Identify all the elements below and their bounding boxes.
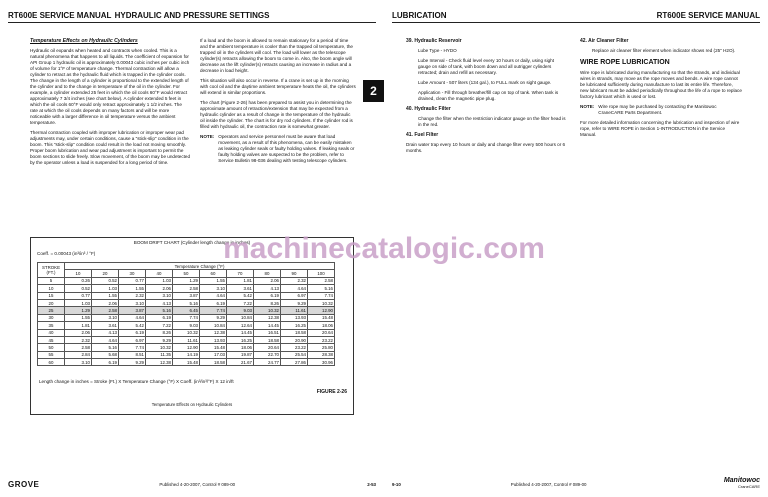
table-row xyxy=(38,285,335,292)
value-cell: 12.64 xyxy=(227,322,254,329)
value-cell: 4.13 xyxy=(146,299,173,306)
value-cell: 6.45 xyxy=(173,307,200,314)
value-cell: 23.22 xyxy=(281,344,308,351)
wire-rope-heading: WIRE ROPE LUBRICATION xyxy=(580,59,670,66)
value-cell: 2.32 xyxy=(281,277,308,284)
value-cell: 1.55 xyxy=(200,277,227,284)
value-cell: 9.29 xyxy=(119,359,146,366)
stroke-cell: 30 xyxy=(38,314,65,321)
value-cell: 6.19 xyxy=(254,292,281,299)
value-cell: 6.97 xyxy=(281,292,308,299)
value-cell: 15.48 xyxy=(308,314,335,321)
table-row xyxy=(38,292,335,299)
item-40-title: 40. Hydraulic Filter xyxy=(406,106,451,112)
temp-col-header: 90 xyxy=(281,270,308,277)
paragraph-3: If a load and the boom is allowed to remain stationary for a period of time and the ambient temperature is cooler than the trapped oil temperature, the trapped oil in the cylinders will cool. The load will lower as the telescope cylinder(s) retracts allowing the boom to come in. Also, the boom angle will decrease as the lift cylinder(s) retracts causing an increase in radius and a decrease in load height. xyxy=(200,38,353,73)
value-cell: 7.74 xyxy=(173,314,200,321)
stroke-cell: 55 xyxy=(38,351,65,358)
value-cell: 3.10 xyxy=(119,299,146,306)
value-cell: 3.10 xyxy=(200,285,227,292)
value-cell: 1.81 xyxy=(65,322,92,329)
stroke-cell: 20 xyxy=(38,299,65,306)
value-cell: 9.29 xyxy=(146,336,173,343)
value-cell: 23.22 xyxy=(308,336,335,343)
value-cell: 5.16 xyxy=(308,285,335,292)
value-cell: 4.64 xyxy=(119,314,146,321)
right-page-number: 9-10 xyxy=(392,481,401,487)
value-cell: 8.51 xyxy=(119,351,146,358)
wire-note-block xyxy=(580,104,742,116)
value-cell: 2.84 xyxy=(65,351,92,358)
value-cell: 4.64 xyxy=(92,336,119,343)
value-cell: 12.38 xyxy=(200,329,227,336)
value-cell: 25.80 xyxy=(308,344,335,351)
value-cell: 5.42 xyxy=(119,322,146,329)
left-column-2 xyxy=(200,38,356,164)
value-cell: 2.06 xyxy=(254,277,281,284)
paragraph-2: Thermal contraction coupled with improper lubrication or improper wear pad adjustments may, under certain conditions, cause a "stick-slip" condition in the boom. This "stick-slip" condition could result in the load not moving smoothly. Proper boom lubrication and wear pad adjustment is important to permit the boom sections to slide freely. Slow movement, of the boom may be undetected by the operator unless a load is suspended for a long period of time. xyxy=(30,130,191,165)
right-page xyxy=(384,0,768,497)
table-row xyxy=(38,336,335,343)
right-footer xyxy=(392,477,760,491)
value-cell: 7.22 xyxy=(227,299,254,306)
value-cell: 12.90 xyxy=(173,344,200,351)
table-row xyxy=(38,299,335,306)
value-cell: 7.74 xyxy=(308,292,335,299)
value-cell: 6.19 xyxy=(146,314,173,321)
right-footer-pub: Published 4-20-2007, Control # 089-00 xyxy=(510,481,587,487)
stroke-cell: 60 xyxy=(38,359,65,366)
wire-note-label: NOTE: xyxy=(580,104,595,109)
temp-col-header: 50 xyxy=(173,270,200,277)
temp-col-header: 20 xyxy=(92,270,119,277)
value-cell: 12.38 xyxy=(146,359,173,366)
value-cell: 5.68 xyxy=(92,351,119,358)
item-42-text: Replace air cleaner filter element when indicator shows red (25" H2O). xyxy=(592,48,736,53)
value-cell: 10.84 xyxy=(200,322,227,329)
figure-caption: Temperature Effects on Hydraulic Cylinders xyxy=(151,402,233,407)
value-cell: 19.87 xyxy=(227,351,254,358)
figure-label: FIGURE 2-26 xyxy=(316,389,347,395)
value-cell: 5.42 xyxy=(227,292,254,299)
value-cell: 2.58 xyxy=(65,344,92,351)
coeff-label: Coeff. = xyxy=(37,251,54,256)
manitowoc-logo-text: Manitowoc xyxy=(723,477,760,484)
value-cell: 10.32 xyxy=(308,299,335,306)
value-cell: 1.03 xyxy=(65,299,92,306)
left-header-section: HYDRAULIC AND PRESSURE SETTINGS xyxy=(114,11,270,20)
value-cell: 11.35 xyxy=(146,351,173,358)
value-cell: 1.29 xyxy=(65,307,92,314)
temp-col-header: 80 xyxy=(254,270,281,277)
value-cell: 2.06 xyxy=(92,299,119,306)
stroke-cell: 15 xyxy=(38,292,65,299)
coeff-value: 0.00043 (in³/in³ / °F) xyxy=(54,251,96,256)
item-39-title: 39. Hydraulic Reservoir xyxy=(406,38,462,44)
value-cell: 3.10 xyxy=(92,314,119,321)
item-41-text: Drain water trap every 10 hours or daily and change filter every 500 hours or 6 months. xyxy=(406,142,566,153)
stroke-header: STROKE (FT.) xyxy=(38,263,65,278)
table-row xyxy=(38,359,335,366)
value-cell: 21.67 xyxy=(227,359,254,366)
value-cell: 1.55 xyxy=(65,314,92,321)
value-cell: 1.55 xyxy=(92,292,119,299)
table-row xyxy=(38,307,335,314)
value-cell: 6.19 xyxy=(200,299,227,306)
right-header-title: RT600E SERVICE MANUAL xyxy=(656,11,760,20)
value-cell: 3.87 xyxy=(173,292,200,299)
value-cell: 3.87 xyxy=(119,307,146,314)
table-row xyxy=(38,344,335,351)
value-cell: 25.54 xyxy=(281,351,308,358)
value-cell: 18.58 xyxy=(254,336,281,343)
value-cell: 14.45 xyxy=(254,322,281,329)
value-cell: 2.58 xyxy=(92,307,119,314)
value-cell: 28.38 xyxy=(308,351,335,358)
value-cell: 15.48 xyxy=(173,359,200,366)
temp-header: Temperature Change (°F) xyxy=(65,263,335,270)
table-row xyxy=(38,351,335,358)
right-header-section: LUBRICATION xyxy=(392,11,447,20)
value-cell: 9.03 xyxy=(173,322,200,329)
value-cell: 18.58 xyxy=(281,329,308,336)
value-cell: 3.61 xyxy=(92,322,119,329)
temp-col-header: 10 xyxy=(65,270,92,277)
value-cell: 4.64 xyxy=(200,292,227,299)
value-cell: 2.32 xyxy=(119,292,146,299)
stroke-cell: 10 xyxy=(38,285,65,292)
value-cell: 22.70 xyxy=(254,351,281,358)
value-cell: 14.19 xyxy=(173,351,200,358)
left-header xyxy=(8,8,376,23)
value-cell: 7.74 xyxy=(119,344,146,351)
value-cell: 7.74 xyxy=(200,307,227,314)
chart-coefficient xyxy=(37,251,95,256)
stroke-cell: 50 xyxy=(38,344,65,351)
wire-note-text: Wire rope may be purchased by contacting the Manitowoc CraneCARE Parts Department. xyxy=(598,104,717,115)
grove-logo: GROVE xyxy=(8,479,40,489)
value-cell: 0.26 xyxy=(65,277,92,284)
value-cell: 0.77 xyxy=(65,292,92,299)
value-cell: 1.29 xyxy=(173,277,200,284)
value-cell: 8.26 xyxy=(146,329,173,336)
table-row xyxy=(38,322,335,329)
value-cell: 4.13 xyxy=(254,285,281,292)
value-cell: 13.93 xyxy=(200,336,227,343)
value-cell: 4.13 xyxy=(92,329,119,336)
value-cell: 18.06 xyxy=(227,344,254,351)
paragraph-4: This situation will also occur in reverse. If a crane is set up in the morning with cool oil and the daytime ambient temperature heats the oil, the cylinders will extend in similar proportions. xyxy=(200,78,356,95)
value-cell: 3.10 xyxy=(146,292,173,299)
value-cell: 1.81 xyxy=(227,277,254,284)
item-39-amount: Lube Amount - 507 liters (134 gal.), to FULL mark on sight gauge. xyxy=(418,80,552,85)
stroke-cell: 5 xyxy=(38,277,65,284)
left-header-title: RT600E SERVICE MANUAL xyxy=(8,11,112,20)
value-cell: 6.97 xyxy=(119,336,146,343)
value-cell: 4.64 xyxy=(281,285,308,292)
value-cell: 0.52 xyxy=(92,277,119,284)
drift-table xyxy=(37,262,335,366)
value-cell: 3.61 xyxy=(227,285,254,292)
value-cell: 18.06 xyxy=(308,322,335,329)
temp-col-header: 40 xyxy=(146,270,173,277)
stroke-cell: 40 xyxy=(38,329,65,336)
wire-rope-paragraph: Wire rope is lubricated during manufacturing so that the strands, and individual wires in strands, may move as the rope moves and bends. A wire rope cannot be lubricated sufficiently during manufacture to last its entire life. Therefore, new lubricant must be added periodically throughout the life of a rope to replace factory lubricant which is used or lost. xyxy=(580,70,742,99)
item-42-title: 42. Air Cleaner Filter xyxy=(580,38,629,44)
watermark: machinecatalogic.com xyxy=(223,232,545,265)
table-row xyxy=(38,329,335,336)
value-cell: 11.61 xyxy=(281,307,308,314)
temp-col-header: 70 xyxy=(227,270,254,277)
value-cell: 0.77 xyxy=(119,277,146,284)
note-block xyxy=(200,134,356,164)
temp-col-header: 60 xyxy=(200,270,227,277)
value-cell: 5.16 xyxy=(146,307,173,314)
value-cell: 8.26 xyxy=(254,299,281,306)
paragraph-1: Hydraulic oil expands when heated and contracts when cooled. This is a natural phenomena that happens to all liquids. The coefficient of expansion for API Group 1 hydraulic oil is approximately 0.00043 cubic inches per cubic inch of volume for 1°F of temperature change. Thermal contraction will allow a cylinder to retract as the hydraulic fluid which is trapped in the cylinder cools. The change in the length of a cylinder is proportional to the extended length of the cylinder and to the change in temperature of the oil in the cylinder. For example, a cylinder extended 25 feet in which the oil cools 60°F would retract approximately 7 3/4 inches (see chart below). A cylinder extended 5 feet in which the oil cools 60°F would only retract approximately 1 1/2 inches. The rate at which the oil cools depends on many factors and will be more noticeable with a larger difference in oil temperature versus the ambient temperature. xyxy=(30,48,190,125)
value-cell: 16.25 xyxy=(227,336,254,343)
value-cell: 9.29 xyxy=(200,314,227,321)
value-cell: 16.51 xyxy=(254,329,281,336)
value-cell: 5.16 xyxy=(173,299,200,306)
paragraph-5: The chart (Figure 2-26) has been prepared to assist you in determining the approximate amount of retraction/extension that may be expected from a hydraulic cylinder as a result of change in the temperature of the hydraulic oil inside the cylinder. The chart is for dry rod cylinders. If the cylinder rod is filled with hydraulic oil, the contraction rate is somewhat greater. xyxy=(200,100,353,129)
value-cell: 10.32 xyxy=(146,344,173,351)
item-41-title: 41. Fuel Filter xyxy=(406,132,439,138)
item-39-interval: Lube Interval - Check fluid level every 10 hours or daily, using sight gauge on side of tank, with boom down and all outrigger cylinders retracted; drain and refill as necessary. xyxy=(418,58,555,75)
boom-drift-chart xyxy=(30,237,354,415)
value-cell: 13.93 xyxy=(281,314,308,321)
value-cell: 2.06 xyxy=(65,329,92,336)
chapter-tab: 2 xyxy=(363,80,384,102)
value-cell: 27.86 xyxy=(281,359,308,366)
value-cell: 7.22 xyxy=(146,322,173,329)
temp-col-header: 100 xyxy=(308,270,335,277)
value-cell: 30.96 xyxy=(308,359,335,366)
value-cell: 6.19 xyxy=(119,329,146,336)
temp-col-header: 30 xyxy=(119,270,146,277)
table-row xyxy=(38,314,335,321)
stroke-cell: 35 xyxy=(38,322,65,329)
value-cell: 5.16 xyxy=(92,344,119,351)
value-cell: 1.03 xyxy=(146,277,173,284)
value-cell: 2.32 xyxy=(65,336,92,343)
item-39-application: Application - Fill through breather/fill cap on top of tank. When tank is drained, clean the magnetic pipe plug. xyxy=(418,90,559,101)
value-cell: 24.77 xyxy=(254,359,281,366)
note-label: NOTE: xyxy=(200,134,215,139)
wire-rope-paragraph-2: For more detailed information concerning the lubrication and inspection of wire rope, refer to WIRE ROPE in Section 1-INTRODUCTION in the Service Manual. xyxy=(580,120,740,137)
value-cell: 12.90 xyxy=(308,307,335,314)
left-page-number: 2-53 xyxy=(367,481,376,487)
section-heading: Temperature Effects on Hydraulic Cylinders xyxy=(30,38,138,44)
value-cell: 9.03 xyxy=(227,307,254,314)
value-cell: 2.58 xyxy=(308,277,335,284)
right-header xyxy=(392,8,760,23)
left-footer-pub: Published 4-20-2007, Control # 089-00 xyxy=(159,481,236,487)
item-39-lube: Lube Type - HYDO xyxy=(418,48,457,53)
value-cell: 20.90 xyxy=(281,336,308,343)
value-cell: 16.25 xyxy=(281,322,308,329)
value-cell: 10.84 xyxy=(227,314,254,321)
value-cell: 1.55 xyxy=(119,285,146,292)
left-footer xyxy=(8,477,376,491)
value-cell: 12.38 xyxy=(254,314,281,321)
stroke-cell: 45 xyxy=(38,336,65,343)
value-cell: 1.03 xyxy=(92,285,119,292)
value-cell: 17.03 xyxy=(200,351,227,358)
value-cell: 2.06 xyxy=(146,285,173,292)
value-cell: 10.32 xyxy=(254,307,281,314)
right-column-2 xyxy=(580,38,742,142)
value-cell: 0.52 xyxy=(65,285,92,292)
stroke-cell: 25 xyxy=(38,307,65,314)
table-row xyxy=(38,277,335,284)
value-cell: 18.58 xyxy=(200,359,227,366)
item-40-text: Change the filter when the restriction indicator gauge on the filter head is in the red. xyxy=(418,116,566,127)
value-cell: 11.61 xyxy=(173,336,200,343)
chart-formula: Length change in inches = Stroke (Ft.) X Temperature Change (°F) X Coeff. (in³/in³/°F) X 12 in/ft xyxy=(39,379,234,384)
value-cell: 3.10 xyxy=(65,359,92,366)
value-cell: 10.32 xyxy=(173,329,200,336)
value-cell: 20.64 xyxy=(254,344,281,351)
value-cell: 20.64 xyxy=(308,329,335,336)
value-cell: 9.29 xyxy=(281,299,308,306)
note-text: Operators and service personnel must be aware that load movement, as a result of this phenomena, can be easily mistaken as leaking cylinder seals or faulty holding valves. If leaking seals or faulty holding valves are suspected to be the problem, refer to Service Bulletin 98-036 dealing with testing telescope cylinders. xyxy=(218,134,355,163)
value-cell: 2.58 xyxy=(173,285,200,292)
value-cell: 15.48 xyxy=(200,344,227,351)
value-cell: 6.19 xyxy=(92,359,119,366)
left-column-1 xyxy=(30,38,190,170)
cranecare-logo-text: CraneCARE xyxy=(737,484,760,489)
value-cell: 14.45 xyxy=(227,329,254,336)
right-column-1 xyxy=(406,38,566,158)
chart-title: BOOM DRIFT CHART (Cylinder length change in inches) xyxy=(133,240,251,245)
manitowoc-logo xyxy=(724,478,760,490)
